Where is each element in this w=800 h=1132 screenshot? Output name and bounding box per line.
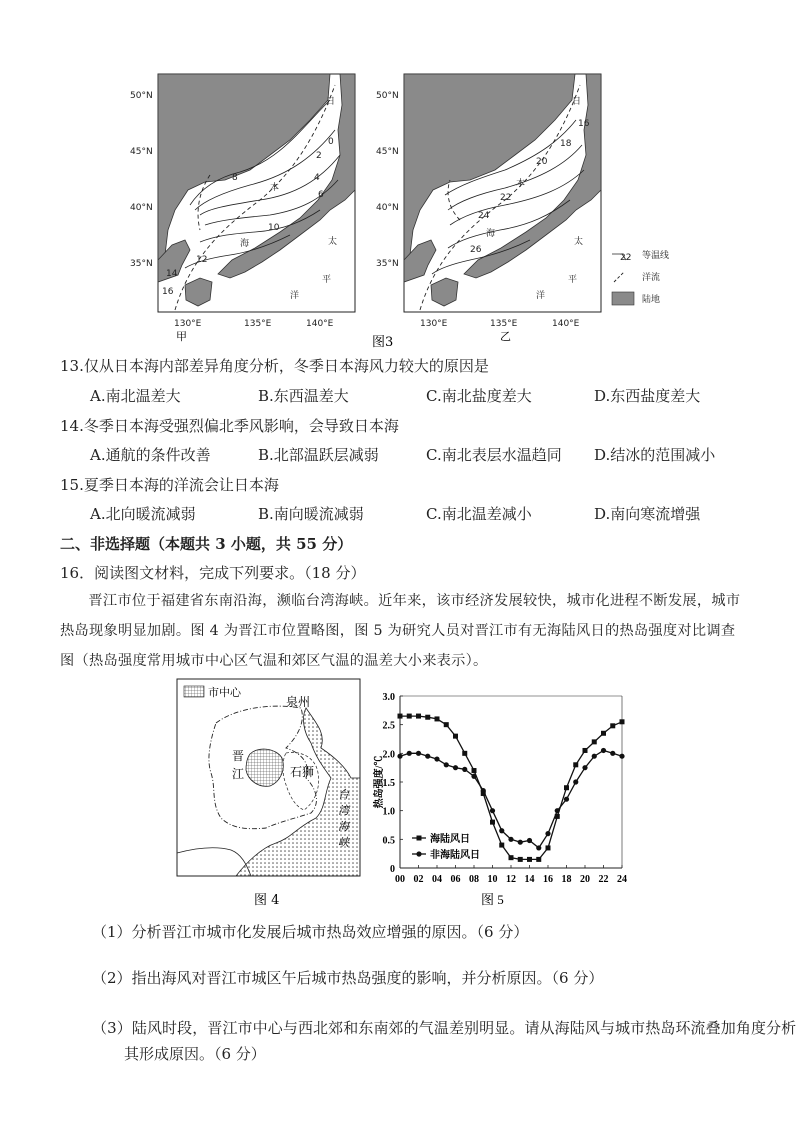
data-point-square: [425, 715, 430, 720]
option-letter: A.: [90, 387, 106, 405]
option-15-c[interactable]: [426, 504, 532, 524]
option-13-d[interactable]: [594, 386, 700, 406]
x-tick-label: 12: [506, 874, 516, 885]
option-letter: D.: [594, 446, 611, 464]
option-13-c[interactable]: [426, 386, 532, 406]
option-14-a[interactable]: [90, 445, 211, 465]
x-tick-label: 02: [413, 874, 424, 885]
lon-label: 130°E: [420, 319, 448, 329]
isotherm-label: 12: [196, 255, 208, 265]
lon-label: 135°E: [490, 319, 518, 329]
option-15-d[interactable]: [594, 504, 700, 524]
option-letter: D.: [594, 505, 611, 523]
option-letter: B.: [258, 446, 274, 464]
question-text: 冬季日本海受强烈偏北季风影响，会导致日本海: [83, 417, 399, 435]
figure-4: [176, 678, 372, 908]
sub-question-1: （1）分析晋江市城市化发展后城市热岛效应增强的原因。（6 分）: [92, 923, 529, 941]
option-text: 东西温差大: [273, 387, 349, 405]
data-point-square: [527, 857, 532, 862]
option-text: 北部温跃层减弱: [273, 446, 379, 464]
data-point-square: [592, 739, 597, 744]
sub-question-3-line2: 其形成原因。（6 分）: [124, 1045, 266, 1063]
place-label: 太: [574, 237, 584, 247]
data-point-square: [518, 857, 523, 862]
data-point-circle: [573, 779, 578, 784]
isotherm-label: 2: [316, 151, 322, 161]
label-strait-3: 海: [338, 820, 349, 833]
question-16-passage: 晋江市位于福建省东南沿海，濒临台湾海峡。近年来，该市经济发展较快，城市化进程不断发展，城市热岛现象明显加剧。图 4 为晋江市位置略图，图 5 为研究人员对晋江市有无海陆风日的热岛强度对比调查图（热岛强度常用城市中心区气温和郊区气温的温差大小来表示）。: [60, 593, 741, 669]
place-label: 本: [516, 179, 526, 189]
isotherm-label: 16: [162, 287, 174, 297]
figure-4-caption: 图 4: [254, 893, 280, 908]
x-tick-label: 20: [580, 874, 590, 885]
data-point-square: [398, 714, 403, 719]
data-point-square: [472, 768, 477, 773]
y-tick-label: 2.0: [382, 749, 395, 761]
legend-label-2: 非海陆风日: [430, 850, 480, 861]
y-tick-label: 3.0: [382, 692, 395, 703]
question-14: [60, 416, 399, 436]
map-right-label: 乙: [500, 330, 511, 343]
option-text: 南北表层水温趋同: [441, 446, 562, 464]
map-left-label-ri: 日: [326, 97, 336, 107]
option-letter: A.: [90, 446, 106, 464]
option-text: 结冰的范围减小: [610, 446, 716, 464]
data-point-circle: [462, 767, 467, 772]
data-point-circle: [471, 774, 476, 779]
x-tick-label: 18: [561, 874, 572, 885]
data-point-circle: [434, 756, 439, 761]
data-point-square: [462, 751, 467, 756]
y-tick-label: 2.5: [382, 720, 395, 732]
question-15: [60, 475, 279, 495]
data-point-circle: [555, 808, 560, 813]
x-tick-label: 06: [450, 874, 461, 885]
label-quanzhou: 泉州: [286, 695, 311, 709]
isotherm-label: 0: [328, 137, 334, 147]
data-point-square: [490, 820, 495, 825]
question-number: 15.: [60, 476, 84, 494]
legend-marker-circle: [416, 851, 421, 856]
lat-label: 40°N: [130, 203, 153, 213]
option-letter: B.: [258, 387, 274, 405]
map-left: [130, 74, 355, 343]
data-point-circle: [508, 837, 513, 842]
data-point-square: [444, 722, 449, 727]
lat-label: 40°N: [376, 203, 399, 213]
option-letter: C.: [426, 505, 442, 523]
option-text: 南向寒流增强: [610, 505, 701, 523]
data-point-square: [601, 731, 606, 736]
lon-label: 140°E: [306, 319, 334, 329]
place-label: 太: [328, 237, 338, 247]
figure-5-caption: 图 5: [481, 892, 504, 907]
legend-current: 洋流: [642, 273, 661, 283]
label-strait-1: 台: [338, 788, 349, 801]
data-point-circle: [619, 754, 624, 759]
question-13: [60, 356, 489, 376]
x-tick-label: 22: [598, 874, 609, 885]
data-point-circle: [425, 754, 430, 759]
data-point-circle: [490, 808, 495, 813]
data-point-circle: [518, 840, 523, 845]
lat-label: 35°N: [376, 259, 399, 269]
data-point-circle: [481, 788, 486, 793]
data-point-square: [453, 734, 458, 739]
data-point-circle: [444, 762, 449, 767]
lon-label: 130°E: [174, 319, 202, 329]
question-number: 13.: [60, 357, 84, 375]
lat-label: 50°N: [376, 91, 399, 101]
isotherm-label: 14: [166, 269, 178, 279]
option-15-a[interactable]: [90, 504, 196, 524]
data-point-circle: [536, 845, 541, 850]
map-right-label-ri: 日: [572, 97, 582, 107]
data-point-circle: [407, 751, 412, 756]
section-2-title: 二、非选择题（本题共 3 小题，共 55 分）: [60, 535, 353, 553]
option-text: 南北盐度差大: [441, 387, 532, 405]
data-point-square: [546, 845, 551, 850]
figure-4-legend: 市中心: [208, 686, 241, 699]
figure-3-legend: [612, 249, 669, 305]
x-tick-label: 10: [487, 874, 498, 885]
legend-isotherm: 等温线: [642, 251, 670, 261]
option-text: 南向暖流减弱: [273, 505, 364, 523]
question-text: 仅从日本海内部差异角度分析，冬季日本海风力较大的原因是: [83, 357, 489, 375]
question-text: 夏季日本海的洋流会让日本海: [83, 476, 279, 494]
option-15-b[interactable]: [258, 504, 364, 524]
y-tick-label: 1.0: [382, 806, 395, 818]
option-text: 东西盐度差大: [610, 387, 701, 405]
isotherm-label: 26: [470, 245, 482, 255]
option-text: 通航的条件改善: [105, 446, 211, 464]
isotherm-label: 22: [500, 193, 512, 203]
x-tick-label: 14: [524, 874, 535, 885]
data-point-circle: [545, 831, 550, 836]
data-point-square: [564, 785, 569, 790]
figure-5-chart: [370, 682, 632, 910]
option-13-b[interactable]: [258, 386, 349, 406]
label-strait-4: 峡: [338, 836, 349, 849]
option-letter: C.: [426, 446, 442, 464]
isotherm-label: 4: [314, 173, 320, 183]
data-point-square: [620, 719, 625, 724]
place-label: 海: [486, 229, 496, 239]
x-tick-label: 04: [432, 874, 442, 885]
place-label: 本: [270, 183, 280, 193]
y-axis-label: 热岛强度/℃: [374, 755, 385, 809]
y-tick-label: 0: [390, 864, 395, 875]
map-right: [376, 74, 601, 343]
lon-label: 140°E: [552, 319, 580, 329]
label-strait-2: 湾: [338, 804, 349, 817]
data-point-square: [583, 748, 588, 753]
option-letter: D.: [594, 387, 611, 405]
data-point-circle: [610, 751, 615, 756]
x-tick-label: 24: [617, 874, 627, 885]
option-14-c[interactable]: [426, 445, 562, 465]
option-letter: B.: [258, 505, 274, 523]
data-point-circle: [453, 765, 458, 770]
option-text: 南北温差大: [105, 387, 181, 405]
question-number: 14.: [60, 417, 84, 435]
label-shishi: 石狮: [290, 765, 315, 779]
data-point-square: [573, 762, 578, 767]
option-13-a[interactable]: [90, 386, 181, 406]
data-point-square: [610, 723, 615, 728]
legend-label-1: 海陆风日: [430, 834, 470, 845]
isotherm-label: 6: [318, 190, 324, 200]
x-tick-label: 08: [469, 874, 479, 885]
city-center: [246, 749, 283, 786]
data-point-circle: [527, 838, 532, 843]
isotherm-label: 24: [478, 211, 490, 221]
legend-land: 陆地: [642, 295, 661, 305]
place-label: 洋: [290, 291, 300, 301]
lat-label: 35°N: [130, 259, 153, 269]
label-jin: 晋: [232, 749, 245, 763]
option-letter: C.: [426, 387, 442, 405]
isotherm-label: 18: [560, 139, 572, 149]
data-point-circle: [416, 751, 421, 756]
data-point-circle: [564, 797, 569, 802]
data-point-square: [407, 714, 412, 719]
map-left-label: 甲: [176, 330, 187, 343]
figure-3: [0, 60, 800, 350]
x-tick-label: 16: [543, 874, 553, 885]
option-text: 南北温差减小: [441, 505, 532, 523]
place-label: 洋: [536, 291, 546, 301]
y-tick-label: 1.5: [382, 778, 395, 789]
data-point-circle: [601, 748, 606, 753]
option-14-b[interactable]: [258, 445, 379, 465]
lat-label: 45°N: [376, 147, 399, 157]
isotherm-label: 10: [268, 223, 280, 233]
x-tick-label: 00: [395, 874, 405, 885]
sub-question-2: （2）指出海风对晋江市城区午后城市热岛强度的影响，并分析原因。（6 分）: [92, 969, 604, 987]
data-point-circle: [592, 754, 597, 759]
lat-label: 50°N: [130, 91, 153, 101]
option-letter: A.: [90, 505, 106, 523]
figure-3-caption: 图3: [372, 335, 394, 350]
data-point-circle: [582, 765, 587, 770]
place-label: 海: [240, 239, 250, 249]
isotherm-label: 20: [536, 157, 548, 167]
question-16-head: 16．阅读图文材料，完成下列要求。（18 分）: [60, 564, 366, 582]
data-point-square: [536, 857, 541, 862]
data-point-square: [435, 716, 440, 721]
isotherm-label: 16: [578, 119, 590, 129]
sub-question-3-line1: （3）陆风时段，晋江市中心与西北郊和东南郊的气温差别明显。请从海陆风与城市热岛环流叠加角度分析: [92, 1019, 797, 1037]
data-point-square: [499, 843, 504, 848]
place-label: 平: [568, 275, 578, 285]
label-jiang: 江: [232, 767, 245, 781]
legend-isotherm-value: 22: [620, 253, 632, 263]
data-point-square: [509, 855, 514, 860]
place-label: 平: [322, 275, 332, 285]
legend-marker-square: [417, 836, 422, 841]
data-point-circle: [499, 828, 504, 833]
y-tick-label: 0.5: [382, 835, 395, 847]
lon-label: 135°E: [244, 319, 272, 329]
lat-label: 45°N: [130, 147, 153, 157]
option-14-d[interactable]: [594, 445, 715, 465]
option-text: 北向暖流减弱: [105, 505, 196, 523]
data-point-circle: [397, 754, 402, 759]
data-point-square: [416, 714, 421, 719]
isotherm-label: 8: [232, 173, 238, 183]
